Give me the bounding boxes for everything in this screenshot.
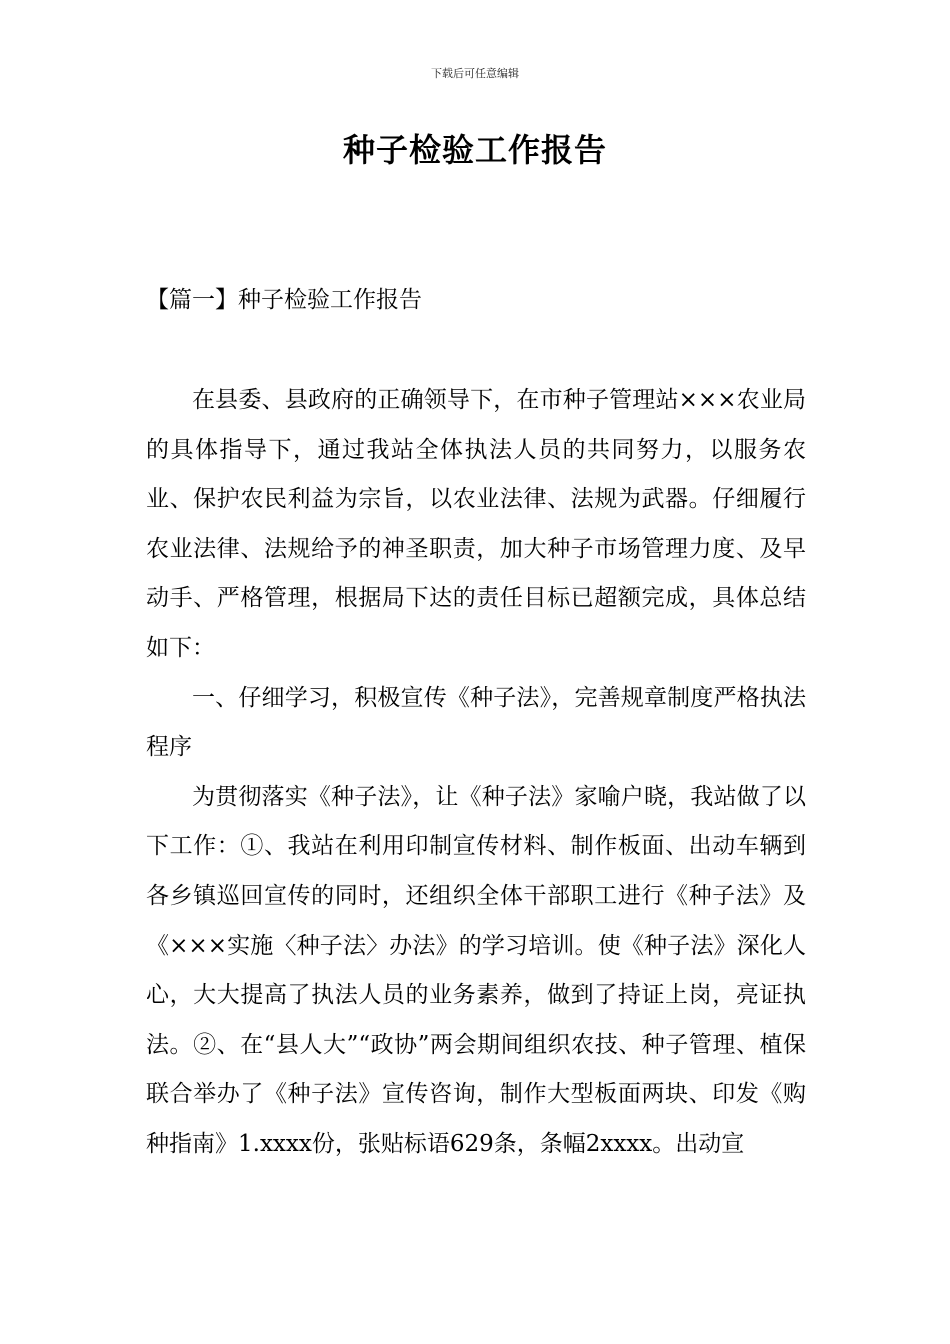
paragraph-publicity: 为贯彻落实《种子法》，让《种子法》家喻户晓，我站做了以下工作：①、我站在利用印制宣传材料、制作板面、出动车辆到各乡镇巡回宣传的同时，还组织全体干部职工进行《种子法》及《×××实施〈种子法〉办法》的学习培训。使《种子法》深化人心，大大提高了执法人员的业务素养，做到了持证上岗，亮证执法。②、在“县人大”“政协”两会期间组织农技、种子管理、植保联合举办了《种子法》宣传咨询，制作大型板面两块、印发《购种指南》1.xxxx份，张贴标语629条，条幅2xxxx。出动宣	[146, 783, 806, 1157]
section-heading: 【篇一】种子检验工作报告	[146, 287, 422, 313]
paragraph-intro: 在县委、县政府的正确领导下，在市种子管理站×××农业局的具体指导下，通过我站全体执法人员的共同努力，以服务农业、保护农民利益为宗旨，以农业法律、法规为武器。仔细履行农业法律、法规给予的神圣职责，加大种子市场管理力度、及早动手、严格管理，根据局下达的责任目标已超额完成，具体总结如下：	[146, 387, 806, 661]
body-text	[146, 376, 806, 1170]
paragraph-heading-one: 一、仔细学习，积极宣传《种子法》，完善规章制度严格执法程序	[146, 684, 806, 761]
header-note: 下载后可任意编辑	[431, 67, 519, 80]
document-title: 种子检验工作报告	[342, 131, 607, 169]
